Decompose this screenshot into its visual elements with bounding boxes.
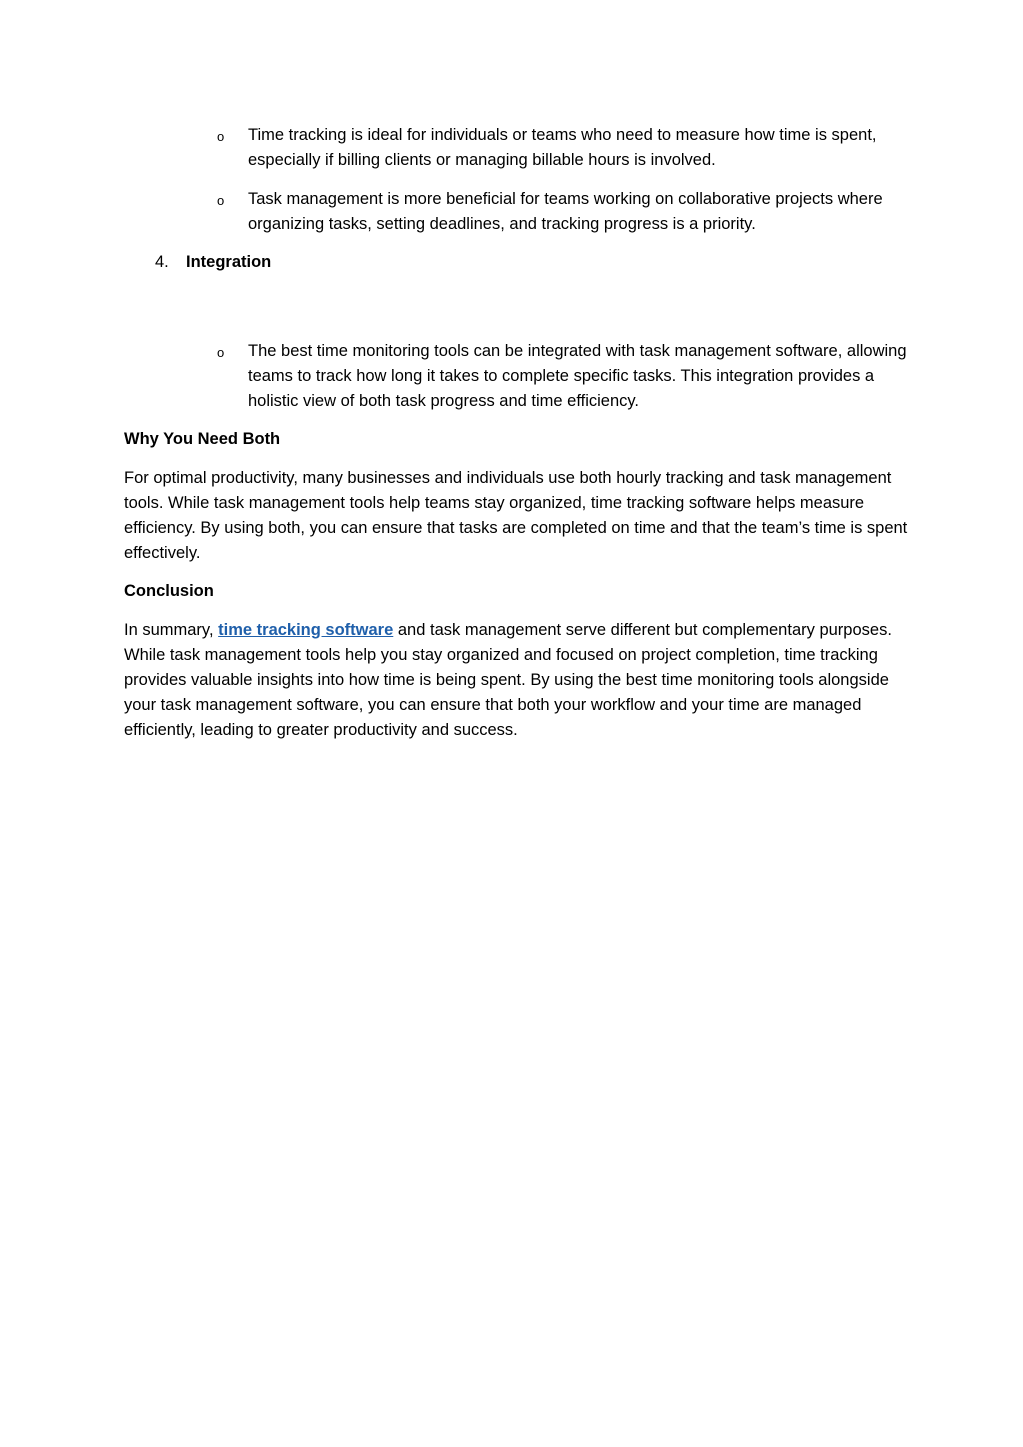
bullet-marker: o (217, 129, 225, 144)
bullet-marker: o (217, 345, 225, 360)
paragraph-conclusion (124, 618, 908, 743)
list-number: 4. (155, 253, 169, 271)
numbered-item-heading: Integration (186, 253, 272, 271)
conclusion-prefix: In summary, (124, 621, 219, 639)
bullet-item-task-management: Task management is more beneficial for teams working on collaborative projects where organizing tasks, setting deadlines, and tracking progress is a priority. (248, 190, 883, 233)
section-heading-conclusion: Conclusion (124, 582, 214, 600)
time-tracking-software-link[interactable]: time tracking software (218, 621, 394, 639)
paragraph-why: For optimal productivity, many businesses and individuals use both hourly tracking and task management tools. While task management tools help teams stay organized, time tracking software helps measure efficiency. By using both, you can ensure that tasks are completed on time and that the team’s time is spent effectively. (124, 469, 908, 562)
bullet-item-time-tracking: Time tracking is ideal for individuals or teams who need to measure how time is spent, especially if billing clients or managing billable hours is involved. (248, 126, 877, 169)
section-heading-why: Why You Need Both (124, 430, 281, 448)
bullet-item-integration: The best time monitoring tools can be integrated with task management software, allowing teams to track how long it takes to complete specific tasks. This integration provides a holistic view of both task progress and time efficiency. (248, 342, 907, 410)
bullet-marker: o (217, 193, 225, 208)
conclusion-suffix: and task management serve different but complementary purposes. While task management tools help you stay organized and focused on project completion, time tracking provides valuable insights into how time is being spent. By using the best time monitoring tools alongside your task management software, you can ensure that both your workflow and your time are managed efficiently, leading to greater productivity and success. (124, 621, 892, 739)
